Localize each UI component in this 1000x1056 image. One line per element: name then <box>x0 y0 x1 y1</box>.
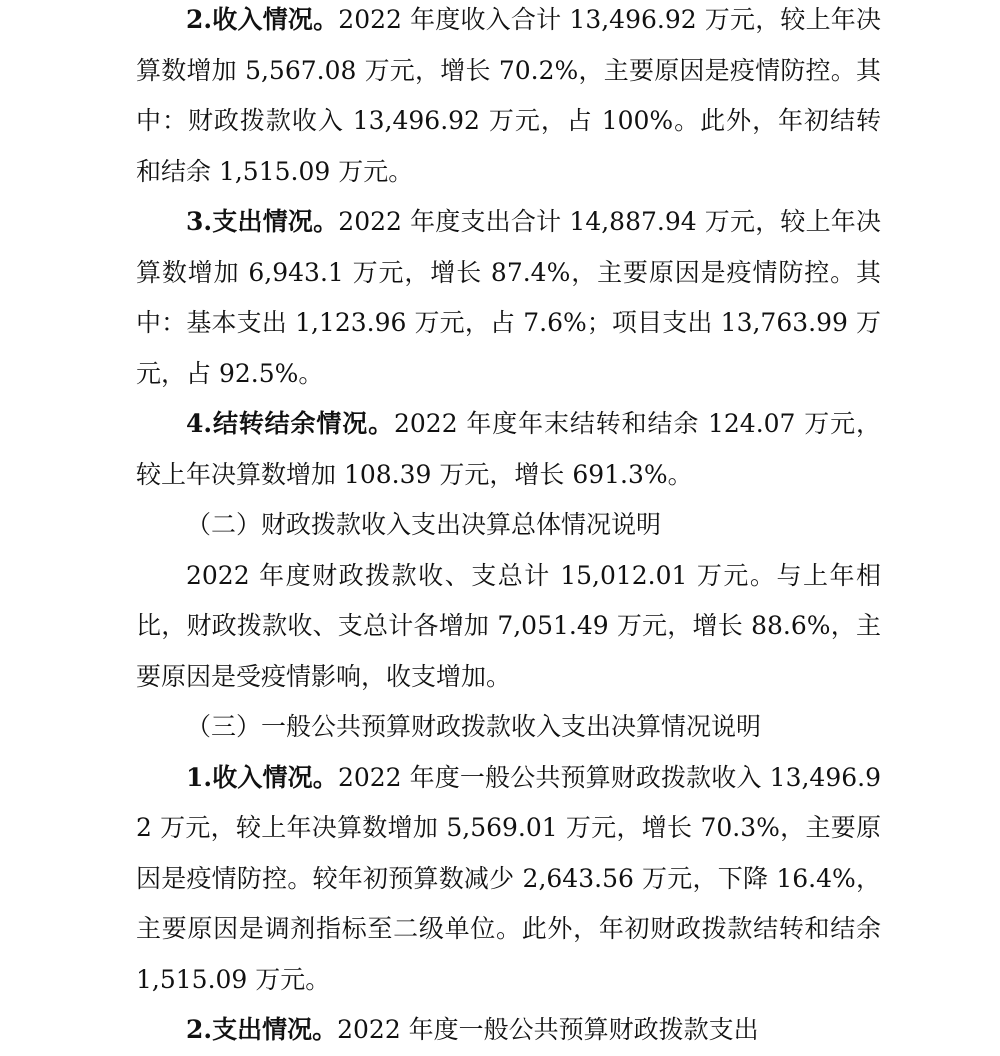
section-2-text: 2022 年度财政拨款收、支总计 15,012.01 万元。与上年相比，财政拨款收、支总计各增加 7,051.49 万元，增长 88.6%，主要原因是受疫情影响，收支增加。 <box>136 560 881 691</box>
carryover-paragraph <box>136 399 881 500</box>
carryover-text: 2022 年度年末结转和结余 124.07 万元，较上年决算数增加 108.39 万元，增长 691.3%。 <box>136 409 881 489</box>
expenditure-paragraph <box>136 197 881 399</box>
carryover-heading: 4.结转结余情况。 <box>186 409 394 438</box>
section-2-paragraph <box>136 551 881 703</box>
general-budget-expenditure-heading: 2.支出情况。 <box>186 1015 338 1044</box>
general-budget-income-heading: 1.收入情况。 <box>186 762 338 792</box>
general-budget-expenditure-paragraph <box>136 1005 881 1056</box>
expenditure-text: 2022 年度支出合计 14,887.94 万元，较上年决算数增加 6,943.1 万元，增长 87.4%，主要原因是疫情防控。其中：基本支出 1,123.96 万元，占 7.6%；项目支出 13,763.99 万元，占 92.5%。 <box>136 207 881 388</box>
section-3-heading: （三）一般公共预算财政拨款收入支出决算情况说明 <box>186 712 762 741</box>
document-page <box>136 0 881 1056</box>
income-paragraph <box>136 0 881 197</box>
general-budget-income-text: 2022 年度一般公共预算财政拨款收入 13,496.92 万元，较上年决算数增加 5,569.01 万元，增长 70.3%，主要原因是疫情防控。较年初预算数减少 2,643.56 万元，下降 16.4%，主要原因是调剂指标至二级单位。此外，年初财政拨款结转和结余 1,515.09 万元。 <box>136 762 881 994</box>
section-2-heading: （二）财政拨款收入支出决算总体情况说明 <box>186 510 662 539</box>
general-budget-income-paragraph <box>136 753 881 1006</box>
income-heading: 2.收入情况。 <box>186 5 339 34</box>
general-budget-expenditure-text: 2022 年度一般公共预算财政拨款支出 <box>337 1015 759 1044</box>
income-text: 2022 年度收入合计 13,496.92 万元，较上年决算数增加 5,567.08 万元，增长 70.2%，主要原因是疫情防控。其中：财政拨款收入 13,496.92 万元，占 100%。此外，年初结转和结余 1,515.09 万元。 <box>136 5 881 186</box>
expenditure-heading: 3.支出情况。 <box>186 207 339 236</box>
